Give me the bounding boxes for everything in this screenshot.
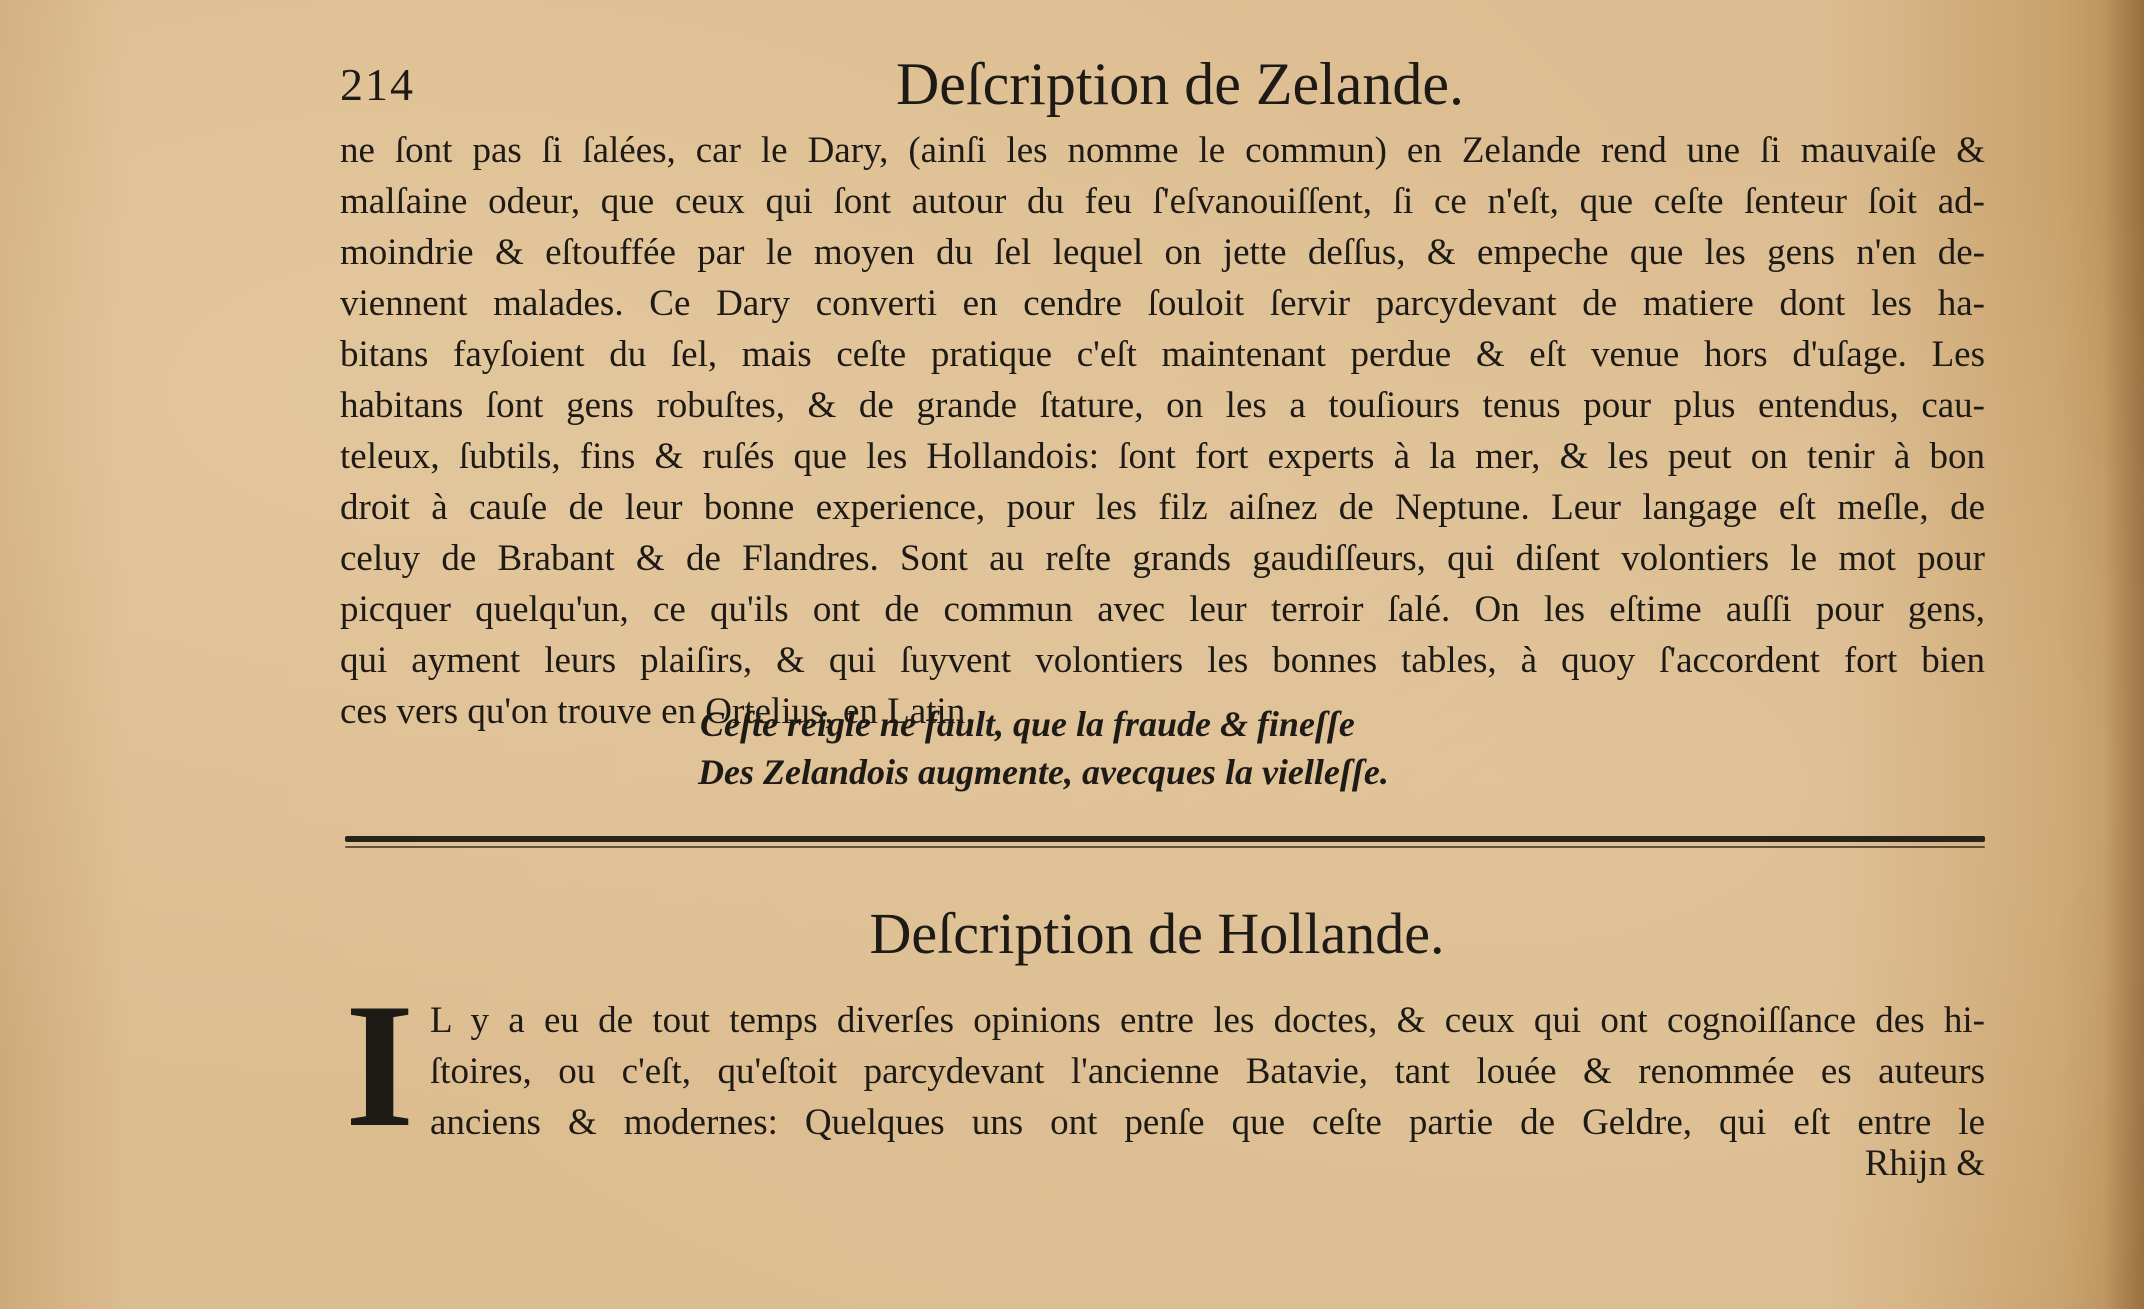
verse-line-1: Ceſte reigle ne fault, que la fraude & fineſſe [700,704,1355,744]
text-line: habitans ſont gens robuſtes, & de grande ſtature, on les a touſiours tenus pour plus entendus, cau- [340,385,1985,426]
text-line: L y a eu de tout temps diverſes opinions entre les doctes, & ceux qui ont cognoiſſance des hi- [430,1000,1985,1041]
running-title: Deſcription de Zelande. [895,51,1465,117]
text-line: teleux, ſubtils, fins & ruſés que les Hollandois: ſont fort experts à la mer, & les peut on tenir à bon [340,436,1985,477]
section-divider-shadow [345,846,1985,848]
page-header [340,50,1980,130]
hollande-body-text [430,995,1985,1148]
latin-verse [700,700,1389,796]
text-line: droit à cauſe de leur bonne experience, pour les filz aiſnez de Neptune. Leur langage eſt meſle, de [340,487,1985,528]
text-line: bitans fayſoient du ſel, mais ceſte pratique c'eſt maintenant perdue & eſt venue hors d'uſage. Les [340,334,1985,375]
page-number: 214 [340,59,415,110]
text-line: celuy de Brabant & de Flandres. Sont au reſte grands gaudiſſeurs, qui diſent volontiers le mot pour [340,538,1985,579]
text-line: viennent malades. Ce Dary converti en cendre ſouloit ſervir parcydevant de matiere dont les ha- [340,283,1985,324]
section-divider [345,836,1985,842]
text-line: moindrie & eſtouffée par le moyen du ſel lequel on jette deſſus, & empeche que les gens n'en de- [340,232,1985,273]
text-line: ne ſont pas ſi ſalées, car le Dary, (ainſi les nomme le commun) en Zelande rend une ſi mauvaiſe & [340,130,1985,171]
zelande-body-text [340,125,1985,737]
catchword: Rhijn & [1864,1143,1985,1184]
text-line: malſaine odeur, que ceux qui ſont autour du feu ſ'eſvanouiſſent, ſi ce n'eſt, que ceſte ſenteur ſoit ad- [340,181,1985,222]
verse-line-2: Des Zelandois augmente, avecques la vielleſſe. [698,752,1389,792]
text-line: ces vers qu'on trouve en Ortelius, en Latin. [340,691,975,732]
text-line: qui ayment leurs plaiſirs, & qui ſuyvent volontiers les bonnes tables, à quoy ſ'accordent fort bien [340,640,1985,681]
text-line: ſtoires, ou c'eſt, qu'eſtoit parcydevant l'ancienne Batavie, tant louée & renommée es auteurs [430,1051,1985,1092]
section-title: Deſcription de Hollande. [869,901,1445,966]
text-line: anciens & modernes: Quelques uns ont penſe que ceſte partie de Geldre, qui eſt entre le [430,1102,1985,1143]
drop-capital: I [345,966,415,1164]
text-line: picquer quelqu'un, ce qu'ils ont de commun avec leur terroir ſalé. On les eſtime auſſi pour gens, [340,589,1985,630]
